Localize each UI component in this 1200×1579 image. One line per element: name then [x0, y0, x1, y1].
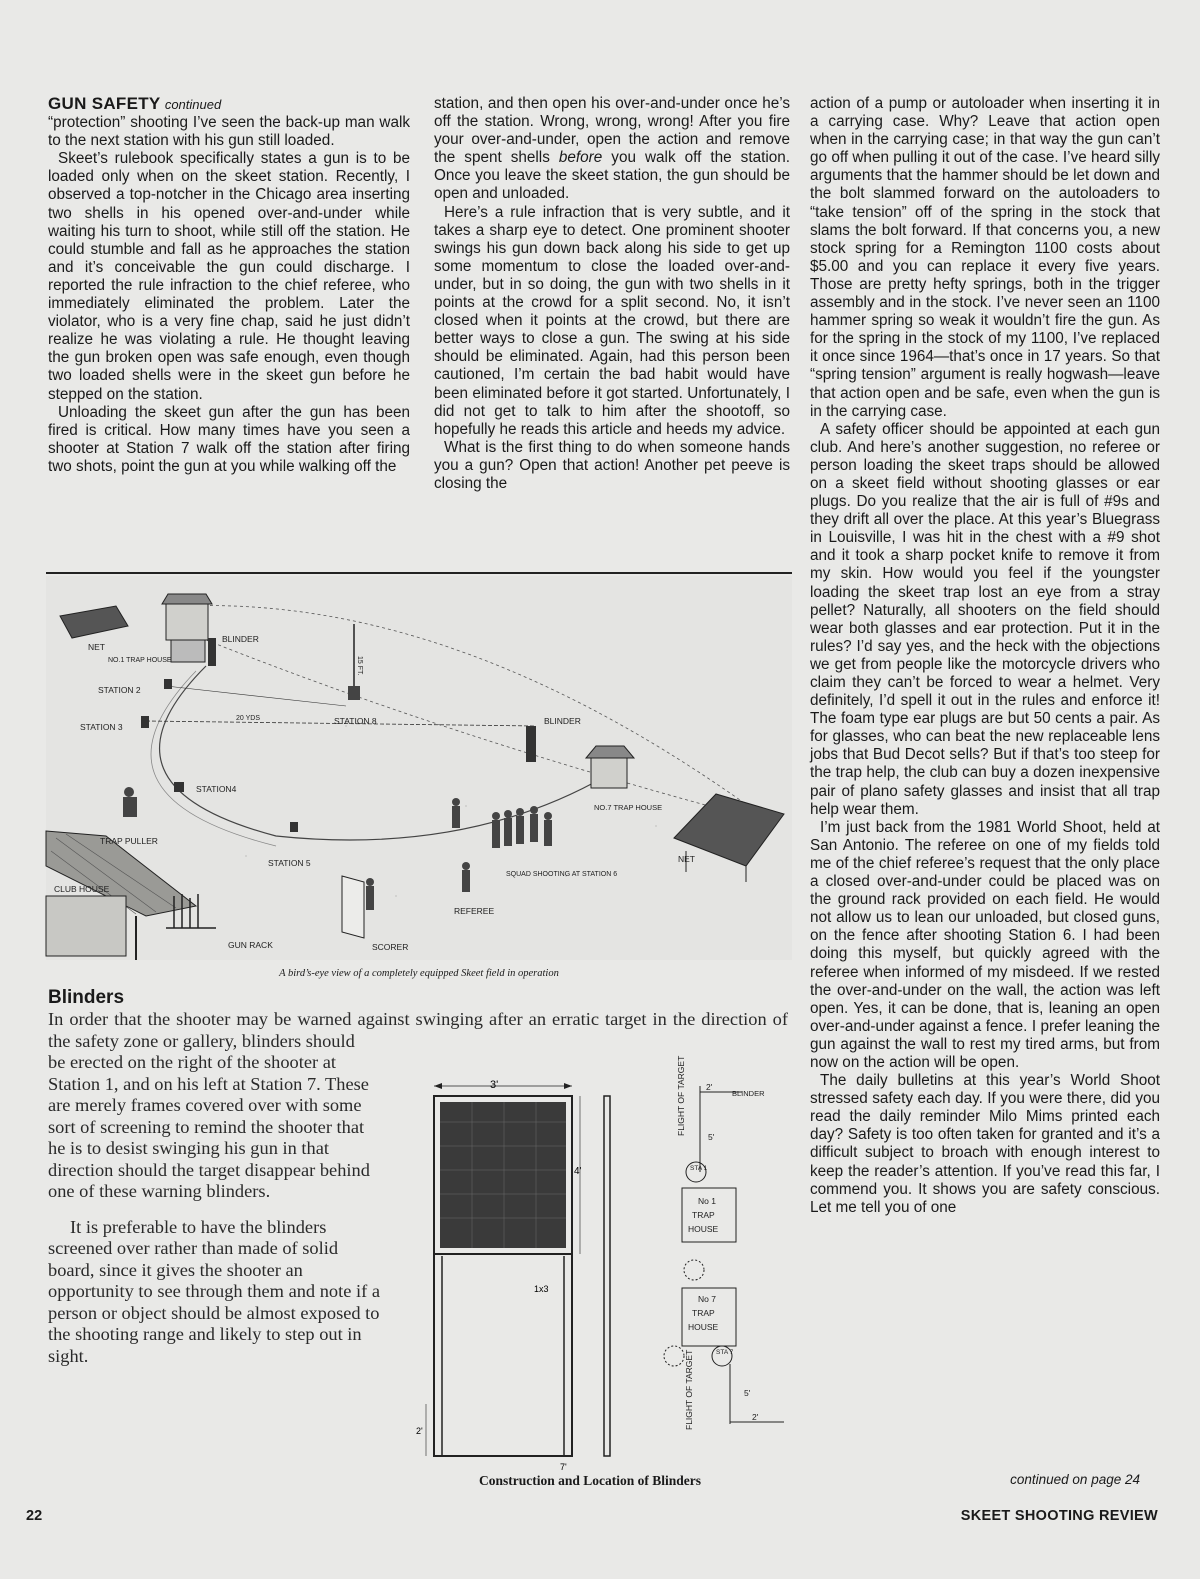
figure-2-caption: Construction and Location of Blinders: [478, 1473, 702, 1488]
label-club-house: CLUB HOUSE: [54, 884, 110, 894]
screen-panel: [440, 1102, 566, 1248]
column-3: [810, 95, 1160, 1217]
label-blinder-2: BLINDER: [544, 716, 581, 726]
label-station-3: STATION 3: [80, 722, 123, 732]
trap-house-7: [586, 746, 634, 788]
label-station-4: STATION4: [196, 784, 237, 794]
dim-2-bottom: 2': [752, 1412, 759, 1422]
section-heading: Blinders: [48, 987, 125, 1008]
paragraph: It is preferable to have the blinders screened over rather than made of solid board, since it gives the shooter an opportunity to see through them and note if a person or object should be almost exposed to the shooting range and likely to step out in sight.: [48, 1216, 380, 1366]
label-station-8: STATION 8: [334, 716, 377, 726]
trap7-line2: TRAP: [692, 1308, 715, 1318]
label-trap-puller: TRAP PULLER: [100, 836, 158, 846]
blinder-right: [526, 726, 536, 762]
paragraph: [434, 95, 790, 204]
blinder-label: BLINDER: [732, 1089, 765, 1098]
continued-label: continued: [164, 97, 222, 112]
column-2: [434, 95, 790, 493]
label-height: 15 FT.: [356, 656, 363, 676]
paragraph: Here’s a rule infraction that is very subtle, and it takes a sharp eye to detect. One prominent shooter swings his gun down back along his side to get up some momentum to close the loaded over-and-under, but in so doing, the gun with two shells in it points at the crowd for a split second. No, it isn’t closed when it points at the crowd, but there are better ways to close a gun. The swing at his side should be eliminated. Again, had this person been cautioned, I’m certain the bad habit would have been eliminated before it got started. Unfortunately, I did not get to talk to him after the shootoff, so hopefully he reads this article and heeds my advice.: [434, 203, 790, 438]
paragraph: Unloading the skeet gun after the gun has been fired is critical. How many times have you seen a shooter at Station 7 walk off the station after firing two shots, point the gun at you while walking off the: [48, 403, 410, 475]
label-blinder-1: BLINDER: [222, 634, 259, 644]
article-title: GUN SAFETY: [48, 94, 161, 113]
lumber-size: 1x3: [534, 1284, 549, 1294]
paragraph: A safety officer should be appointed at each gun club. And here’s another suggestion, no referee or person loading the skeet traps should be allowed on a skeet field without shooting glasses or ear plugs. Do you realize that the air is full of #9s and they drift all over the place. At this year’s Bluegrass in Louisville, I was hit in the chest with a #9 shot and it took a sharp pocket knife to remove it from my skin. How would you feel if the youngster loading the skeet trap lost an eye from a stray pellet? Naturally, all shooters on the field should wear both glasses and ear protection. Put it in the rules? I’d say yes, and the heck with the objections we get from people like the motorcycle drivers who claim they can’t be forced to wear a helmet. Very definitely, I’d spell it out in the rules and enforce it! The foam type ear plugs are but 50 cents a pair. As for glasses, who can beat the new replaceable lens jobs that Bud Decot sells? But if that’s too steep for the trap help, the club can buy a dozen inexpensive pair of plano safety glasses and insist that all trap help wear them.: [810, 420, 1160, 818]
paragraph: The daily bulletins at this year’s World Shoot stressed safety each day. If you were there, did you read the daily reminder Milo Mims printed each day? Safety is too often taken for granted and it’s a difficult subject to broach with enough interest to keep the reader’s attention. If you’ve read this far, I commend you. It shows you are safety conscious. Let me tell you of one: [810, 1072, 1160, 1216]
text-run: you walk off the station. Once you leave the skeet station, the gun should be open and unloaded.: [434, 149, 790, 203]
column-1: [48, 95, 410, 476]
paragraph: I’m just back from the 1981 World Shoot, held at San Antonio. The referee on one of my fields told me of the chief referee’s request that the only place a closed over-and-under could be placed was on the ground rack provided on each field. He would not allow us to lean our unloaded, but closed guns, on the fence after shooting Station 6. I had been doing this myself, but quickly agreed with the referee when informed of my misdeed. If we rested the over-and-under on the wall, the action was left open. Yes, it can be done, that is, leaning an open over-and-under against a fence. I prefer leaning the gun against the wall to rest my tired arms, but from now on the action will be open.: [810, 818, 1160, 1071]
label-trap-house-7: NO.7 TRAP HOUSE: [594, 803, 663, 812]
blinders-text: [48, 1052, 384, 1381]
paragraph: Skeet’s rulebook specifically states a gun is to be loaded only when on the skeet station. Recently, I observed a top-notcher in the Chicago area inserting two shells in his opened over-and-under while waiting his turn to shoot, while still off the station. He could stumble and fall as he approaches the station and it’s conceivable the gun could discharge. I reported the rule infraction to the chief referee, who immediately eliminated the problem. Later the violator, who is a very fine chap, said he just didn’t realize he was violating a rule. He thought leaving the gun broken open was safe enough, even though two loaded shells were in the skeet gun before he stepped on the station.: [48, 150, 410, 403]
flight-label-1: FLIGHT OF TARGET: [676, 1055, 686, 1136]
dim-5-top: 5': [708, 1132, 715, 1142]
paragraph: What is the first thing to do when someone hands you a gun? Open that action! Another pet peeve is closing the: [434, 438, 790, 492]
label-referee: REFEREE: [454, 906, 495, 916]
figure-1-caption: A bird’s-eye view of a completely equipped Skeet field in operation: [279, 968, 559, 979]
label-station-5: STATION 5: [268, 858, 311, 868]
paragraph: be erected on the right of the shooter at Station 1, and on his left at Station 7. These are merely frames covered over with some sort of screening to remind the shooter that he is to desist swinging his gun in that direction should the target disappear behind one of these warning blinders.: [48, 1052, 370, 1201]
flight-label-7: FLIGHT OF TARGET: [684, 1349, 694, 1430]
text-run: station, and then open his over-and-under once he’s off the station. Wrong, wrong, wrong! After you fire your over-and-under, open the action and remove the spent shells: [434, 95, 790, 167]
trap7-line3: HOUSE: [688, 1322, 719, 1332]
dim-5-bottom: 5': [744, 1388, 751, 1398]
emphasis: before: [558, 149, 603, 167]
label-net-left: NET: [88, 642, 105, 652]
magazine-name: SKEET SHOOTING REVIEW: [960, 1508, 1158, 1524]
blinder-construction-diagram: [412, 1055, 790, 1472]
continued-on-label: continued on page 24: [1010, 1472, 1140, 1487]
dim-bottom: 2': [416, 1426, 423, 1436]
paragraph: action of a pump or autoloader when inserting it in a carrying case. Why? Leave that action open when in the carrying case; in that way the gun can’t go off when pulling it out of the case. I’ve heard silly arguments that the hammer should be let down and the bolt slammed forward on the autoloaders to “take tension” off of the spring in the stock that slams the bolt forward. If that concerns you, a new stock spring for a Remington 1100 costs about $5.00 and you can replace it every five years. Those are pretty hefty springs, both in the trigger assembly and in the stock. I’ve never seen an 1100 hammer spring so weak it wouldn’t fire the gun. As for the spring in the stock of my 1100, I’ve replaced it once since 1964—that’s once in 17 years. So that “spring tension” argument is really hogwash—leave that action open and be safe, even when the gun is in the carrying case.: [810, 95, 1160, 420]
dim-post: 7': [560, 1462, 567, 1472]
label-trap-house-1: NO.1 TRAP HOUSE: [108, 657, 172, 664]
trap1-line3: HOUSE: [688, 1224, 719, 1234]
label-squad: SQUAD SHOOTING AT STATION 6: [506, 871, 618, 878]
trap7-line1: No 7: [698, 1294, 716, 1304]
paragraph: “protection” shooting I’ve seen the back-up man walk to the next station with his gun still loaded.: [48, 114, 410, 150]
skeet-field-illustration: [46, 576, 792, 960]
page-number: 22: [26, 1508, 43, 1524]
blinders-intro: In order that the shooter may be warned against swinging after an erratic target in the direction of the safety zone or gallery, blinders should: [48, 1009, 788, 1051]
article-heading: [48, 95, 410, 114]
label-gun-rack: GUN RACK: [228, 940, 273, 950]
trap1-line2: TRAP: [692, 1210, 715, 1220]
label-station-2: STATION 2: [98, 685, 141, 695]
label-scorer: SCORER: [372, 942, 409, 952]
label-net-right: NET: [678, 854, 695, 864]
label-distance: 20 YDS: [236, 715, 260, 722]
divider-rule: [46, 572, 792, 574]
sta-7-label: STA 7: [716, 1349, 734, 1356]
sta-1-label: STA 1: [690, 1165, 708, 1172]
dim-height: 4': [574, 1166, 582, 1177]
dim-width: 3': [490, 1079, 499, 1091]
dim-2-top: 2': [706, 1082, 713, 1092]
trap1-line1: No 1: [698, 1196, 716, 1206]
